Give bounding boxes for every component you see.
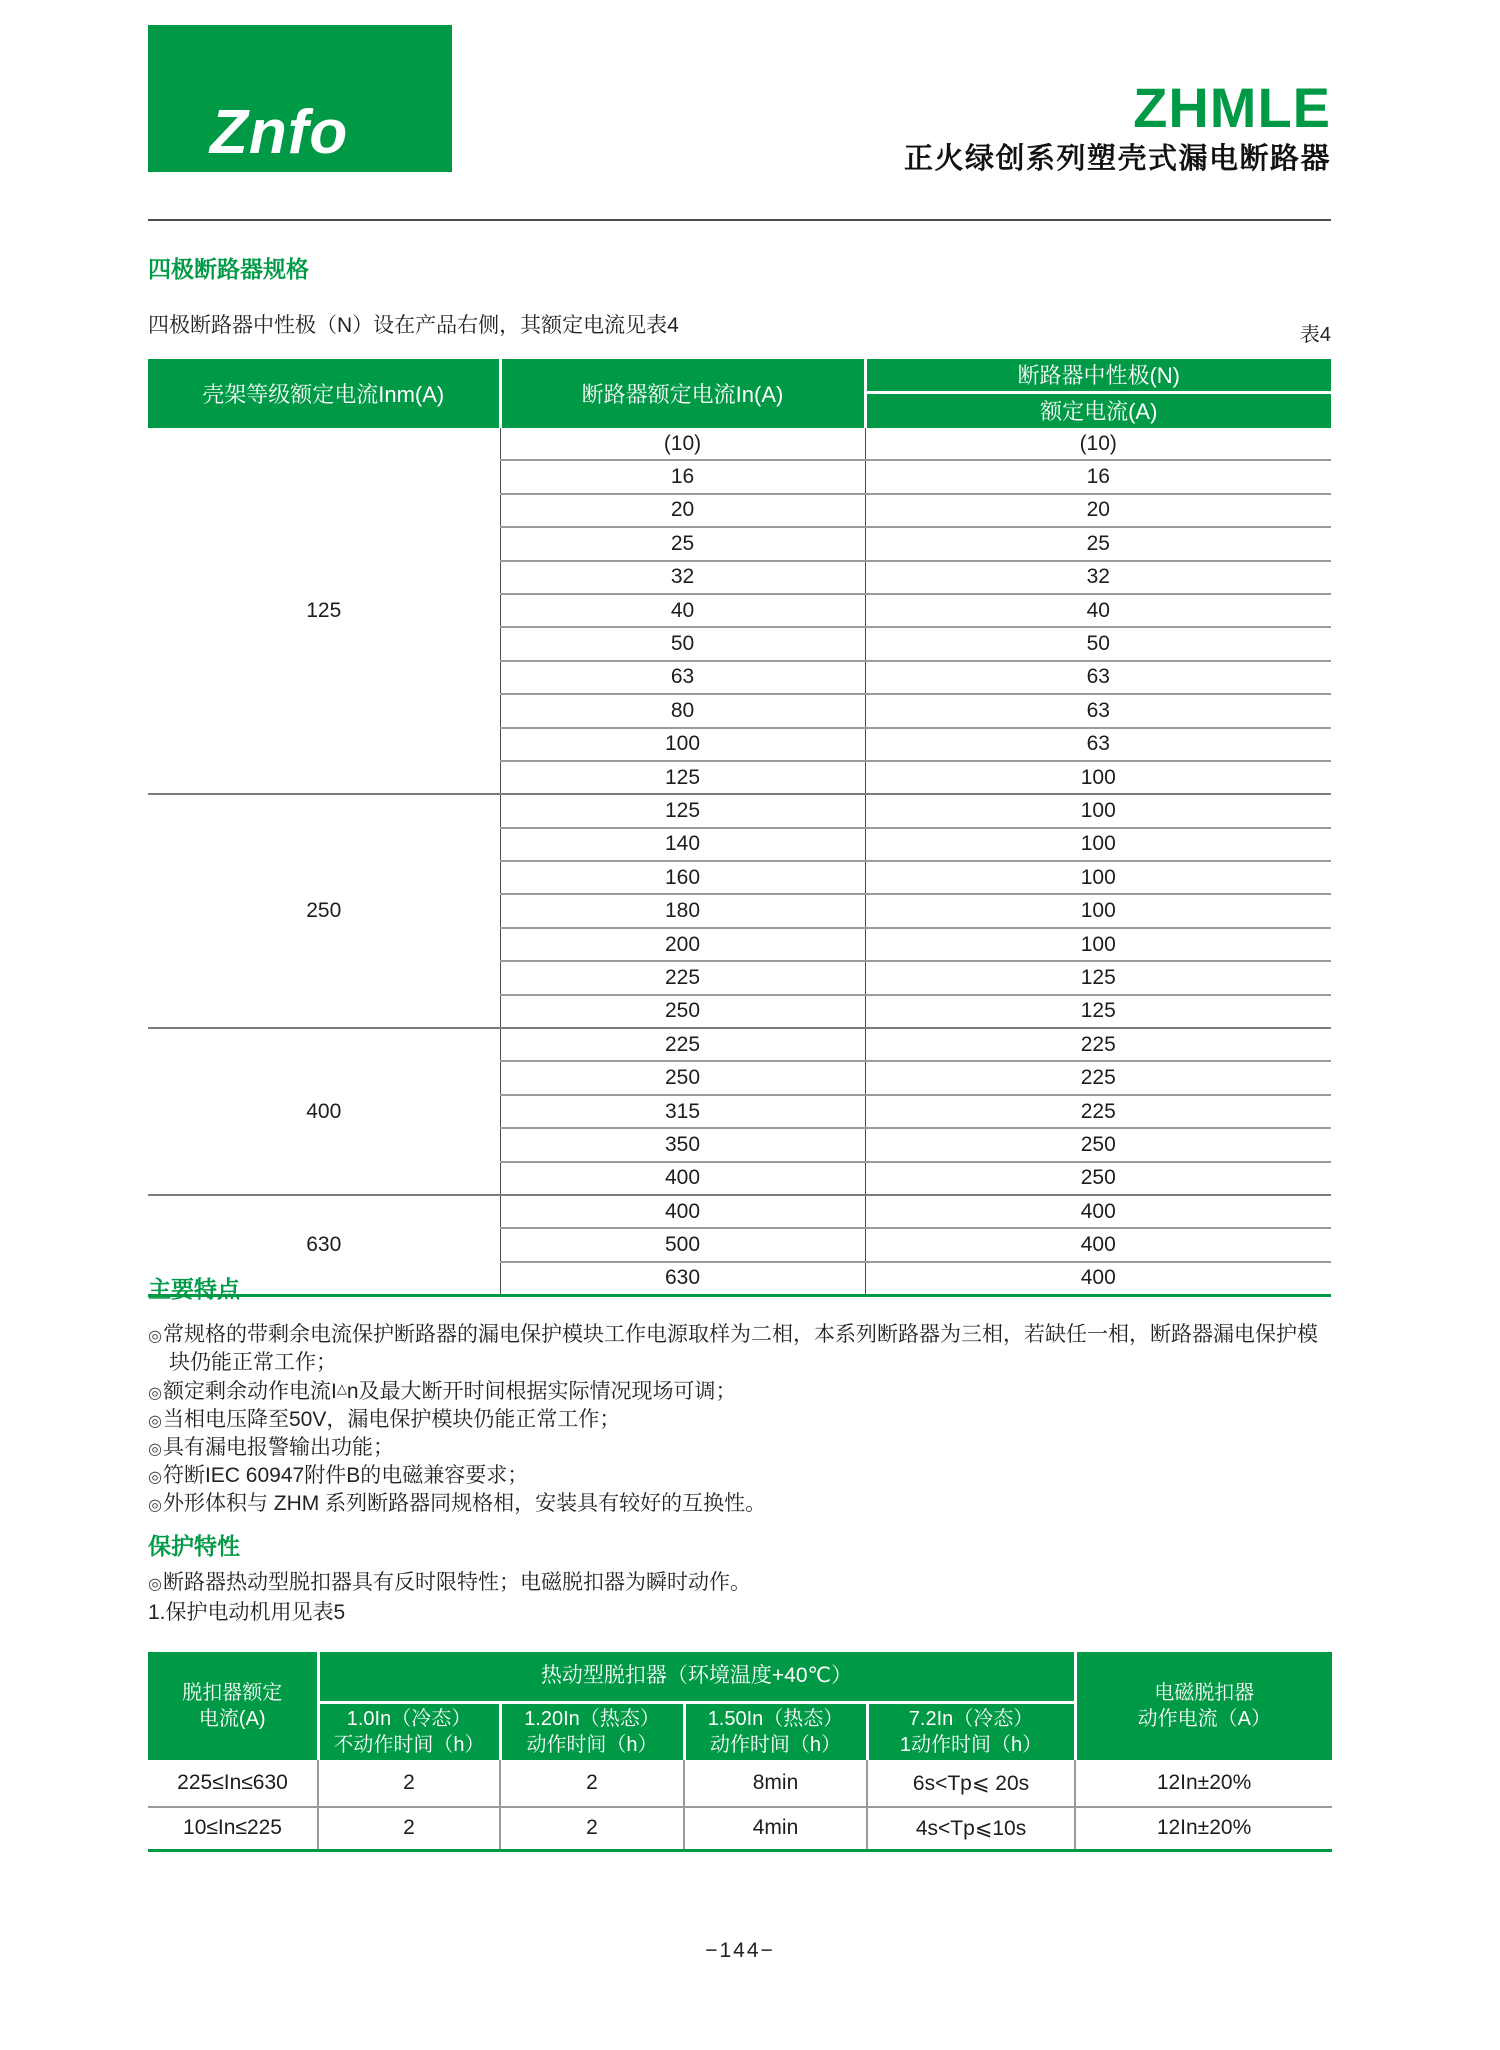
- trip-value-cell: 12In±20%: [1075, 1807, 1332, 1850]
- breaker-current-cell: 400: [500, 1195, 865, 1228]
- col-header-neutral-rated-current: 额定电流(A): [865, 392, 1331, 428]
- col-header-7-2in: [867, 1702, 1075, 1760]
- breaker-current-cell: 140: [500, 828, 865, 861]
- neutral-current-cell: 32: [865, 561, 1331, 594]
- feature-item: [148, 1491, 1330, 1519]
- breaker-current-cell: 225: [500, 961, 865, 994]
- breaker-current-cell: 250: [500, 995, 865, 1028]
- trip-table-header: [148, 1652, 1332, 1760]
- table5-caption: 1.保护电动机用见表5: [148, 1601, 346, 1624]
- breaker-current-cell: 32: [500, 561, 865, 594]
- breaker-current-cell: 200: [500, 928, 865, 961]
- table-row: [148, 1807, 1332, 1850]
- breaker-current-cell: 63: [500, 661, 865, 694]
- frame-current-cell: 400: [148, 1028, 500, 1195]
- header-brand: [903, 76, 1331, 175]
- neutral-current-cell: 100: [865, 794, 1331, 827]
- feature-item: [148, 1322, 1330, 1376]
- breaker-current-cell: 40: [500, 594, 865, 627]
- breaker-current-cell: (10): [500, 428, 865, 460]
- neutral-current-cell: 225: [865, 1028, 1331, 1061]
- frame-current-cell: 630: [148, 1195, 500, 1296]
- section-title-specs: 四极断路器规格: [148, 256, 309, 282]
- feature-item: [148, 1376, 1330, 1407]
- bullet-icon: ◎: [148, 1576, 162, 1593]
- trip-table-body: [148, 1760, 1332, 1850]
- neutral-current-cell: 225: [865, 1095, 1331, 1128]
- neutral-current-cell: 100: [865, 928, 1331, 961]
- feature-text: 符断IEC 60947附件B的电磁兼容要求；: [162, 1464, 529, 1487]
- breaker-current-cell: 100: [500, 728, 865, 761]
- page-number: −144−: [705, 1939, 775, 1962]
- neutral-current-cell: 63: [865, 728, 1331, 761]
- logo-text: Znfo: [210, 98, 349, 167]
- neutral-current-cell: 250: [865, 1128, 1331, 1161]
- col-header-neutral-pole: 断路器中性极(N): [865, 359, 1331, 392]
- frame-current-cell: 250: [148, 794, 500, 1028]
- neutral-current-cell: 250: [865, 1162, 1331, 1195]
- neutral-current-cell: (10): [865, 428, 1331, 460]
- col-header-frame-current: 壳架等级额定电流Inm(A): [148, 359, 500, 428]
- col-header-magnetic-trip: [1075, 1652, 1332, 1760]
- magnetic-trip-line1: 电磁脱扣器: [1154, 1682, 1255, 1704]
- neutral-current-cell: 25: [865, 527, 1331, 560]
- neutral-current-cell: 16: [865, 460, 1331, 493]
- neutral-current-cell: 400: [865, 1262, 1331, 1296]
- feature-item: [148, 1463, 1330, 1491]
- frame-current-cell: 125: [306, 598, 342, 622]
- breaker-current-cell: 50: [500, 627, 865, 660]
- neutral-current-cell: 63: [865, 661, 1331, 694]
- feature-text: 当相电压降至50V，漏电保护模块仍能正常工作；: [162, 1408, 621, 1431]
- neutral-current-cell: 40: [865, 594, 1331, 627]
- trip-value-cell: 6s<Tp⩽ 20s: [867, 1760, 1075, 1807]
- table-row: [148, 1028, 1331, 1061]
- neutral-current-cell: 63: [865, 694, 1331, 727]
- table-row: [148, 1195, 1331, 1228]
- section-title-protection: 保护特性: [148, 1533, 240, 1559]
- sub-header-line1: 1.20In（热态）: [524, 1707, 660, 1730]
- neutral-current-cell: 50: [865, 627, 1331, 660]
- trip-value-cell: 4min: [684, 1807, 867, 1850]
- spec-table-body: [148, 428, 1331, 1296]
- brand-logo: [148, 25, 452, 172]
- col-header-1-50in: [684, 1702, 867, 1760]
- trip-rated-line2: 电流(A): [198, 1708, 266, 1730]
- protection-line: [148, 1570, 751, 1596]
- neutral-current-cell: 125: [865, 995, 1331, 1028]
- trip-value-cell: 8min: [684, 1760, 867, 1807]
- table-row: [148, 1760, 1332, 1807]
- sub-header-line2: 动作时间（h）: [709, 1733, 842, 1756]
- feature-text: 具有漏电报警输出功能；: [162, 1436, 394, 1459]
- col-header-1-20in: [500, 1702, 684, 1760]
- features-list: [148, 1322, 1330, 1519]
- breaker-current-cell: 25: [500, 527, 865, 560]
- neutral-current-cell: 125: [865, 961, 1331, 994]
- neutral-current-cell: 225: [865, 1061, 1331, 1094]
- trip-value-cell: 2: [318, 1807, 500, 1850]
- trip-value-cell: 2: [318, 1760, 500, 1807]
- breaker-current-cell: 16: [500, 460, 865, 493]
- breaker-current-cell: 125: [500, 794, 865, 827]
- bullet-icon: ◎: [148, 1385, 162, 1402]
- trip-value-cell: 4s<Tp⩽10s: [867, 1807, 1075, 1850]
- sub-header-line1: 1.50In（热态）: [707, 1707, 844, 1730]
- bullet-icon: ◎: [148, 1469, 162, 1486]
- breaker-current-cell: 160: [500, 861, 865, 894]
- trip-table: [148, 1652, 1332, 1852]
- spec-table: [148, 359, 1331, 1297]
- series-name: ZHMLE: [1133, 76, 1331, 139]
- bullet-icon: ◎: [148, 1328, 162, 1345]
- bullet-icon: ◎: [148, 1497, 162, 1514]
- neutral-current-cell: 100: [865, 861, 1331, 894]
- col-header-trip-rated-current: [148, 1652, 318, 1760]
- table4-label: 表4: [1299, 324, 1331, 346]
- breaker-current-cell: 80: [500, 694, 865, 727]
- feature-item: [148, 1407, 1330, 1435]
- section-title-features: 主要特点: [148, 1276, 240, 1302]
- breaker-current-cell: 180: [500, 894, 865, 927]
- neutral-current-cell: 20: [865, 494, 1331, 527]
- sub-header-line2: 1动作时间（h）: [899, 1733, 1043, 1756]
- trip-value-cell: 2: [500, 1807, 684, 1850]
- breaker-current-cell: 225: [500, 1028, 865, 1061]
- delta-symbol: △: [336, 1381, 347, 1396]
- bullet-icon: ◎: [148, 1441, 162, 1458]
- neutral-current-cell: 400: [865, 1228, 1331, 1261]
- breaker-current-cell: 350: [500, 1128, 865, 1161]
- feature-text: 外形体积与 ZHM 系列断路器同规格相，安装具有较好的互换性。: [162, 1492, 767, 1515]
- feature-item: [148, 1435, 1330, 1463]
- breaker-current-cell: 20: [500, 494, 865, 527]
- sub-header-line1: 1.0In（冷态）: [346, 1707, 472, 1730]
- series-subtitle: 正火绿创系列塑壳式漏电断路器: [903, 143, 1331, 175]
- neutral-current-cell: 100: [865, 894, 1331, 927]
- breaker-current-cell: 400: [500, 1162, 865, 1195]
- trip-rated-line1: 脱扣器额定: [182, 1682, 283, 1704]
- feature-text: n及最大断开时间根据实际情况现场可调；: [346, 1380, 737, 1403]
- feature-text: 额定剩余动作电流I: [162, 1380, 337, 1403]
- table-row: [148, 428, 1331, 460]
- sub-header-line2: 动作时间（h）: [526, 1733, 658, 1756]
- trip-range-cell: 10≤In≤225: [148, 1807, 318, 1850]
- breaker-current-cell: 315: [500, 1095, 865, 1128]
- protection-text: 断路器热动型脱扣器具有反时限特性；电磁脱扣器为瞬时动作。: [162, 1571, 751, 1594]
- bullet-icon: ◎: [148, 1413, 162, 1430]
- neutral-current-cell: 100: [865, 828, 1331, 861]
- magnetic-trip-line2: 动作电流（A）: [1137, 1708, 1271, 1730]
- feature-text: 常规格的带剩余电流保护断路器的漏电保护模块工作电源取样为二相，本系列断路器为三相，若缺任一相，断路器漏电保护模块仍能正常工作；: [162, 1323, 1318, 1374]
- trip-value-cell: 2: [500, 1760, 684, 1807]
- breaker-current-cell: 125: [500, 761, 865, 794]
- specs-intro-text: 四极断路器中性极（N）设在产品右侧，其额定电流见表4: [148, 314, 679, 337]
- neutral-current-cell: 100: [865, 761, 1331, 794]
- col-header-1-0in: [318, 1702, 500, 1760]
- neutral-current-cell: 400: [865, 1195, 1331, 1228]
- sub-header-line2: 不动作时间（h）: [333, 1733, 485, 1756]
- breaker-current-cell: 250: [500, 1061, 865, 1094]
- breaker-current-cell: 500: [500, 1228, 865, 1261]
- trip-value-cell: 12In±20%: [1075, 1760, 1332, 1807]
- col-header-thermal-trip: 热动型脱扣器（环境温度+40℃）: [318, 1652, 1075, 1702]
- breaker-current-cell: 630: [500, 1262, 865, 1296]
- table-row: [148, 794, 1331, 827]
- spec-table-header: [148, 359, 1331, 428]
- sub-header-line1: 7.2In（冷态）: [908, 1707, 1034, 1730]
- trip-range-cell: 225≤In≤630: [177, 1771, 288, 1794]
- col-header-rated-current: 断路器额定电流In(A): [500, 359, 865, 428]
- header-divider: [148, 219, 1331, 221]
